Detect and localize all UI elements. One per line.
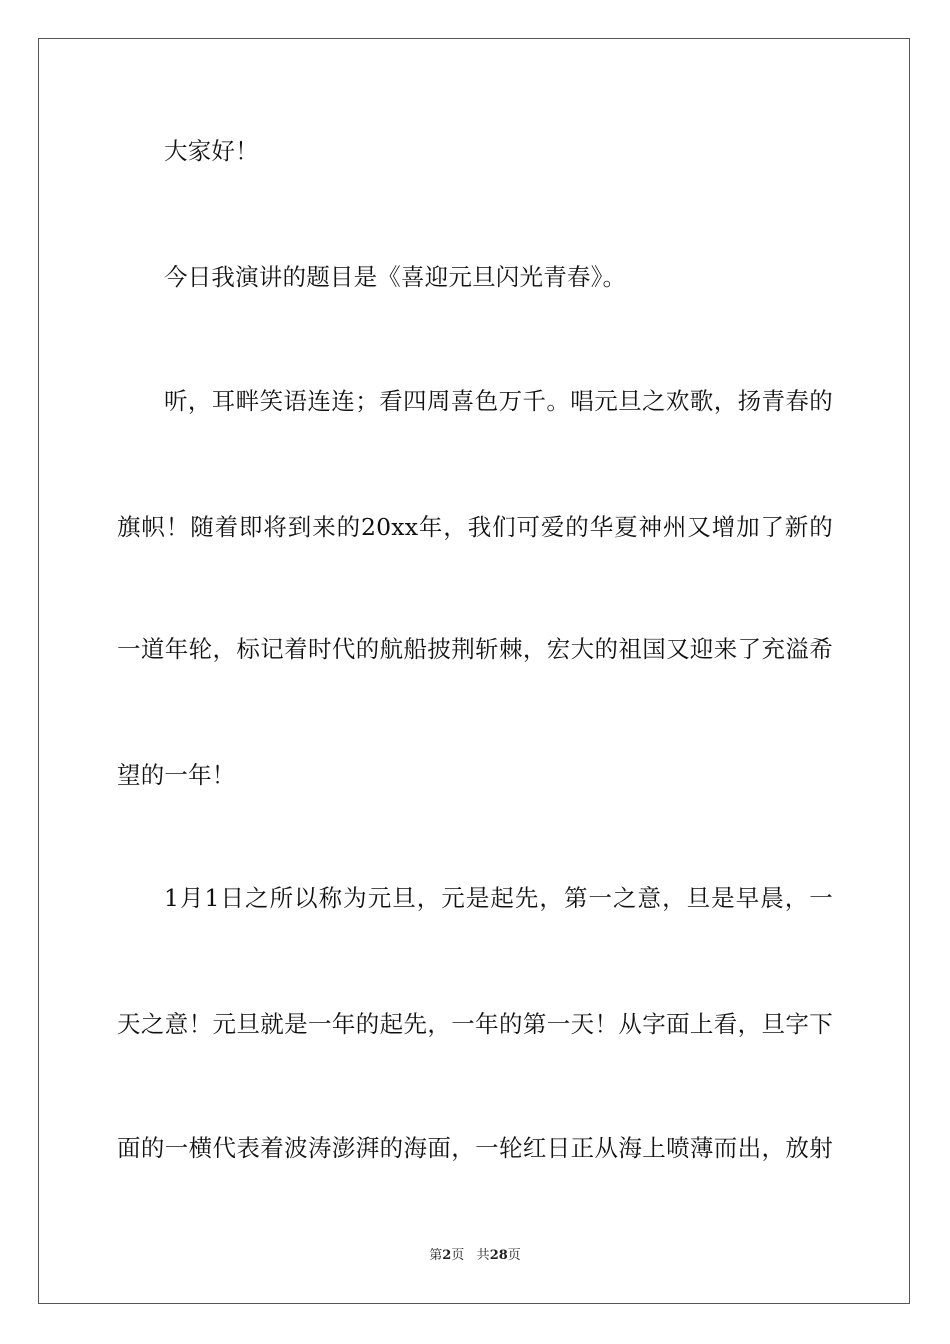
paragraph-line: 听，耳畔笑语连连；看四周喜色万千。唱元旦之欢歌，扬青春的 <box>164 387 833 415</box>
paragraph-line: 旗帜！随着即将到来的20xx年，我们可爱的华夏神州又增加了新的 <box>117 513 833 541</box>
footer-page-number: 2 <box>442 1248 452 1263</box>
paragraph-line: 一道年轮，标记着时代的航船披荆斩棘，宏大的祖国又迎来了充溢希 <box>117 635 833 663</box>
paragraph-line: 面的一横代表着波涛澎湃的海面，一轮红日正从海上喷薄而出，放射 <box>117 1134 833 1162</box>
paragraph-topic: 今日我演讲的题目是《喜迎元旦闪光青春》。 <box>164 263 627 291</box>
paragraph-line: 1月1日之所以称为元旦，元是起先，第一之意，旦是早晨，一 <box>164 884 833 912</box>
paragraph-line: 望的一年！ <box>117 761 236 789</box>
page-footer <box>0 1247 950 1265</box>
footer-page-prefix: 第 <box>429 1248 443 1263</box>
footer-page-suffix: 页 <box>451 1248 465 1263</box>
footer-total-prefix: 共 <box>476 1248 490 1263</box>
footer-total-pages: 28 <box>489 1248 508 1263</box>
footer-total-suffix: 页 <box>507 1248 521 1263</box>
page-border <box>38 38 910 1304</box>
paragraph-greeting: 大家好！ <box>164 137 259 165</box>
paragraph-line: 天之意！元旦就是一年的起先，一年的第一天！从字面上看，旦字下 <box>117 1010 833 1038</box>
